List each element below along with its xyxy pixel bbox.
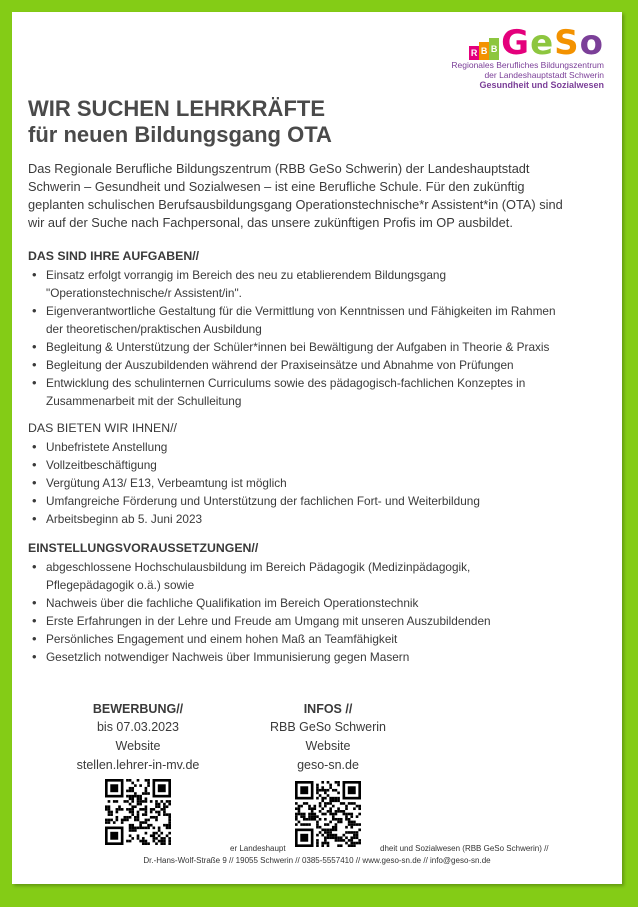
logo-letter: o (579, 23, 604, 63)
rbb-letter-block: R (470, 48, 478, 58)
list-item: • Umfangreiche Förderung und Unterstützung der fachlichen Fort- und Weiterbildung (28, 492, 613, 510)
footer-line-1-left: er Landeshaupt (230, 844, 286, 853)
list-item-line: • Begleitung & Unterstützung der Schüler*innen bei Bewältigung der Aufgaben in Theorie & Praxis (46, 340, 550, 354)
intro-paragraph (28, 160, 610, 232)
list-item: • Nachweis über die fachliche Qualifikation im Bereich Operationstechnik (28, 594, 613, 612)
list-item-line: Zusammenarbeit mit der Schulleitung (46, 394, 242, 408)
page-title: WIR SUCHEN LEHRKRÄFTE (28, 96, 325, 121)
footer-line-1-right: dheit und Sozialwesen (RBB GeSo Schwerin) // (380, 844, 549, 853)
logo-letter: S (554, 23, 580, 63)
aufgaben-list (28, 266, 613, 410)
footer-address: Dr.-Hans-Wolf-Straße 9 // 19055 Schwerin // 0385-5557410 // www.geso-sn.de // info@geso-sn.de (143, 856, 491, 865)
list-item (28, 266, 613, 302)
list-item-line: • abgeschlossene Hochschulausbildung im Bereich Pädagogik (Medizinpädagogik, (46, 560, 471, 574)
infos-org: RBB GeSo Schwerin (269, 720, 387, 734)
section-bieten (28, 420, 613, 528)
infos-block (268, 700, 388, 847)
bewerbung-date: bis 07.03.2023 (96, 720, 179, 734)
geso-logo (414, 24, 604, 90)
list-item-line: • Eigenverantwortliche Gestaltung für die Vermittlung von Kenntnissen und Fähigkeiten im Rahmen (46, 304, 556, 318)
logo-line-1: Regionales Berufliches Bildungszentrum (451, 60, 604, 70)
infos-qr-code[interactable] (295, 781, 361, 847)
section-title-bieten: DAS BIETEN WIR IHNEN// (28, 421, 177, 435)
list-item-line: "Operationstechnische/r Assistent/in". (46, 286, 242, 300)
list-item (28, 302, 613, 338)
intro-line: wir auf der Suche nach Fachpersonal, das unsere zukünftigen Profis im OP ausbildet. (28, 215, 513, 230)
list-item (28, 558, 613, 594)
bewerbung-qr-code[interactable] (105, 779, 171, 845)
list-item-line: der theoretischen/praktischen Ausbildung (46, 322, 262, 336)
intro-line: geplanten schulischen Berufsausbildungsgang Operationstechnische*r Assistent*in (OTA) sind (28, 197, 563, 212)
section-title-aufgaben: DAS SIND IHRE AUFGABEN// (28, 249, 200, 263)
list-item: • Erste Erfahrungen in der Lehre und Freude am Umgang mit unseren Auszubildenden (28, 612, 613, 630)
list-item: • Unbefristete Anstellung (28, 438, 613, 456)
logo-letter: e (530, 23, 555, 63)
list-item: • Arbeitsbeginn ab 5. Juni 2023 (28, 510, 613, 528)
logo-letter: G (501, 23, 531, 63)
list-item: • Gesetzlich notwendiger Nachweis über Immunisierung gegen Masern (28, 648, 613, 666)
job-posting-page (12, 12, 622, 884)
list-item (28, 356, 613, 374)
page-subtitle: für neuen Bildungsgang OTA (28, 122, 332, 147)
list-item (28, 374, 613, 410)
intro-line: Schwerin – Gesundheit und Sozialwesen – ist eine Berufliche Schule. Für den zukünftig (28, 179, 525, 194)
list-item: • Persönliches Engagement und einem hohen Maß an Teamfähigkeit (28, 630, 613, 648)
list-item-line: • Entwicklung des schulinternen Curriculums sowie des pädagogisch-fachlichen Konzeptes in (46, 376, 526, 390)
intro-line: Das Regionale Berufliche Bildungszentrum (RBB GeSo Schwerin) der Landeshauptstadt (28, 161, 530, 176)
bewerbung-block (78, 700, 198, 845)
rbb-letter-blocks (469, 38, 499, 60)
list-item-line: • Einsatz erfolgt vorrangig im Bereich des neu zu etablierendem Bildungsgang (46, 268, 447, 282)
rbb-letter-block: B (479, 42, 489, 60)
bewerbung-url[interactable]: stellen.lehrer-in-mv.de (76, 758, 200, 772)
bieten-list (28, 438, 613, 528)
logo-line-3: Gesundheit und Sozialwesen (479, 80, 604, 90)
logo-line-2: der Landeshauptstadt Schwerin (484, 70, 604, 80)
bewerbung-title: BEWERBUNG// (92, 702, 184, 716)
list-item-line: • Begleitung der Auszubildenden während der Praxiseinsätze und Abnahme von Prüfungen (46, 358, 514, 372)
section-aufgaben (28, 248, 613, 410)
infos-url[interactable]: geso-sn.de (297, 758, 359, 772)
logo-mark (414, 23, 604, 63)
list-item (28, 338, 613, 356)
list-item: • Vergütung A13/ E13, Verbeamtung ist möglich (28, 474, 613, 492)
bewerbung-website-label: Website (115, 739, 161, 753)
section-title-voraussetzungen: EINSTELLUNGSVORAUSSETZUNGEN// (28, 541, 259, 555)
infos-title: INFOS // (303, 702, 353, 716)
list-item: • Vollzeitbeschäftigung (28, 456, 613, 474)
list-item-line: Pflegepädagogik o.ä.) sowie (46, 578, 195, 592)
section-voraussetzungen (28, 540, 613, 666)
headline (28, 96, 608, 148)
voraussetzungen-list (28, 558, 613, 666)
infos-website-label: Website (305, 739, 351, 753)
logo-wordmark (501, 23, 604, 63)
rbb-letter-block: B (489, 38, 499, 60)
